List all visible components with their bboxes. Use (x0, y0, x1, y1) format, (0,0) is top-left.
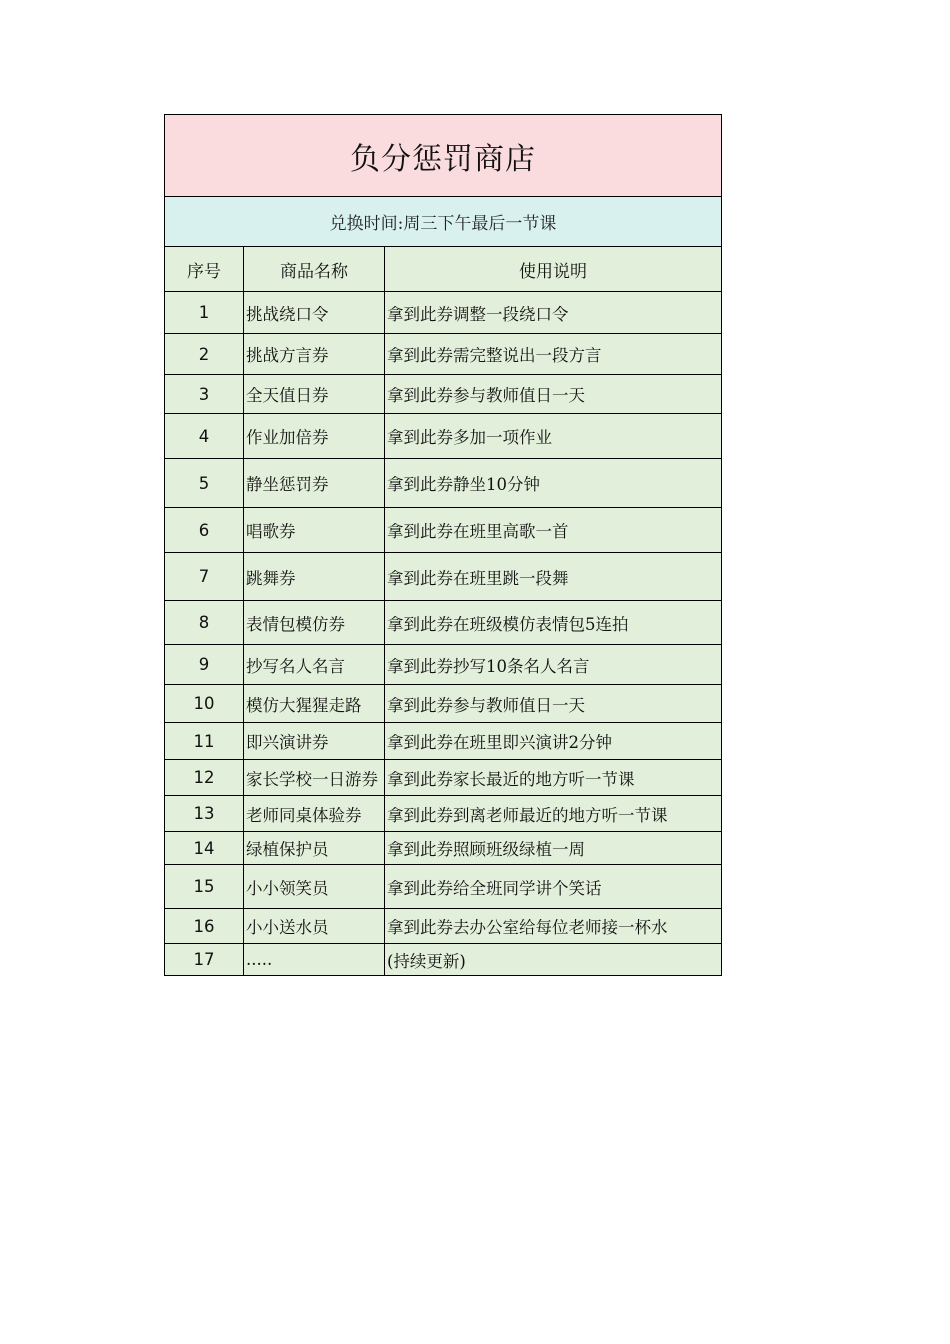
table-row (165, 832, 722, 865)
row-item-name: 老师同桌体验券 (244, 796, 385, 832)
row-item-name: 模仿大猩猩走路 (244, 685, 385, 723)
table-row (165, 414, 722, 459)
table-row (165, 723, 722, 760)
table-row (165, 944, 722, 976)
row-usage: 拿到此券多加一项作业 (385, 414, 722, 459)
row-usage: 拿到此券照顾班级绿植一周 (385, 832, 722, 865)
table-body (165, 292, 722, 976)
row-index: 11 (165, 723, 244, 760)
row-usage: 拿到此券抄写10条名人名言 (385, 645, 722, 685)
row-item-name: 全天值日券 (244, 375, 385, 414)
row-usage: 拿到此券在班级模仿表情包5连拍 (385, 601, 722, 645)
exchange-time-note: 兑换时间:周三下午最后一节课 (165, 197, 722, 247)
row-usage: 拿到此券去办公室给每位老师接一杯水 (385, 909, 722, 944)
penalty-shop-table (164, 114, 722, 976)
row-usage: 拿到此券需完整说出一段方言 (385, 334, 722, 375)
row-index: 13 (165, 796, 244, 832)
row-index: 9 (165, 645, 244, 685)
row-item-name: 小小送水员 (244, 909, 385, 944)
row-usage: 拿到此券在班里跳一段舞 (385, 553, 722, 601)
row-index: 17 (165, 944, 244, 976)
table-row (165, 601, 722, 645)
row-usage: 拿到此券在班里高歌一首 (385, 508, 722, 553)
row-usage: 拿到此券家长最近的地方听一节课 (385, 760, 722, 796)
column-header-index: 序号 (165, 247, 244, 292)
penalty-shop-sheet (164, 114, 721, 976)
table-row (165, 685, 722, 723)
table-row (165, 508, 722, 553)
row-usage: 拿到此券在班里即兴演讲2分钟 (385, 723, 722, 760)
row-item-name: 作业加倍券 (244, 414, 385, 459)
row-index: 2 (165, 334, 244, 375)
row-item-name: 即兴演讲券 (244, 723, 385, 760)
row-usage: 拿到此券静坐10分钟 (385, 459, 722, 508)
row-usage: 拿到此券参与教师值日一天 (385, 375, 722, 414)
row-item-name: 小小领笑员 (244, 865, 385, 909)
row-index: 1 (165, 292, 244, 334)
row-usage: 拿到此券给全班同学讲个笑话 (385, 865, 722, 909)
table-row (165, 375, 722, 414)
table-row (165, 334, 722, 375)
row-item-name: 跳舞券 (244, 553, 385, 601)
row-item-name: 绿植保护员 (244, 832, 385, 865)
row-item-name: 挑战绕口令 (244, 292, 385, 334)
row-index: 15 (165, 865, 244, 909)
row-usage: 拿到此券调整一段绕口令 (385, 292, 722, 334)
table-row (165, 553, 722, 601)
table-row (165, 796, 722, 832)
sheet-title: 负分惩罚商店 (165, 115, 722, 197)
table-row (165, 459, 722, 508)
table-row (165, 865, 722, 909)
row-item-name: 家长学校一日游券 (244, 760, 385, 796)
row-index: 5 (165, 459, 244, 508)
row-index: 16 (165, 909, 244, 944)
table-row (165, 909, 722, 944)
row-index: 12 (165, 760, 244, 796)
row-usage: 拿到此券参与教师值日一天 (385, 685, 722, 723)
row-item-name: 静坐惩罚券 (244, 459, 385, 508)
table-row (165, 645, 722, 685)
row-item-name: 唱歌券 (244, 508, 385, 553)
row-index: 14 (165, 832, 244, 865)
row-index: 6 (165, 508, 244, 553)
row-index: 7 (165, 553, 244, 601)
row-item-name: 挑战方言券 (244, 334, 385, 375)
row-item-name: ..... (244, 944, 385, 976)
row-usage: 拿到此券到离老师最近的地方听一节课 (385, 796, 722, 832)
row-index: 8 (165, 601, 244, 645)
row-index: 3 (165, 375, 244, 414)
row-index: 4 (165, 414, 244, 459)
table-row (165, 292, 722, 334)
row-usage: (持续更新) (385, 944, 722, 976)
row-item-name: 抄写名人名言 (244, 645, 385, 685)
column-header-usage: 使用说明 (385, 247, 722, 292)
column-header-item-name: 商品名称 (244, 247, 385, 292)
row-index: 10 (165, 685, 244, 723)
row-item-name: 表情包模仿券 (244, 601, 385, 645)
table-row (165, 760, 722, 796)
